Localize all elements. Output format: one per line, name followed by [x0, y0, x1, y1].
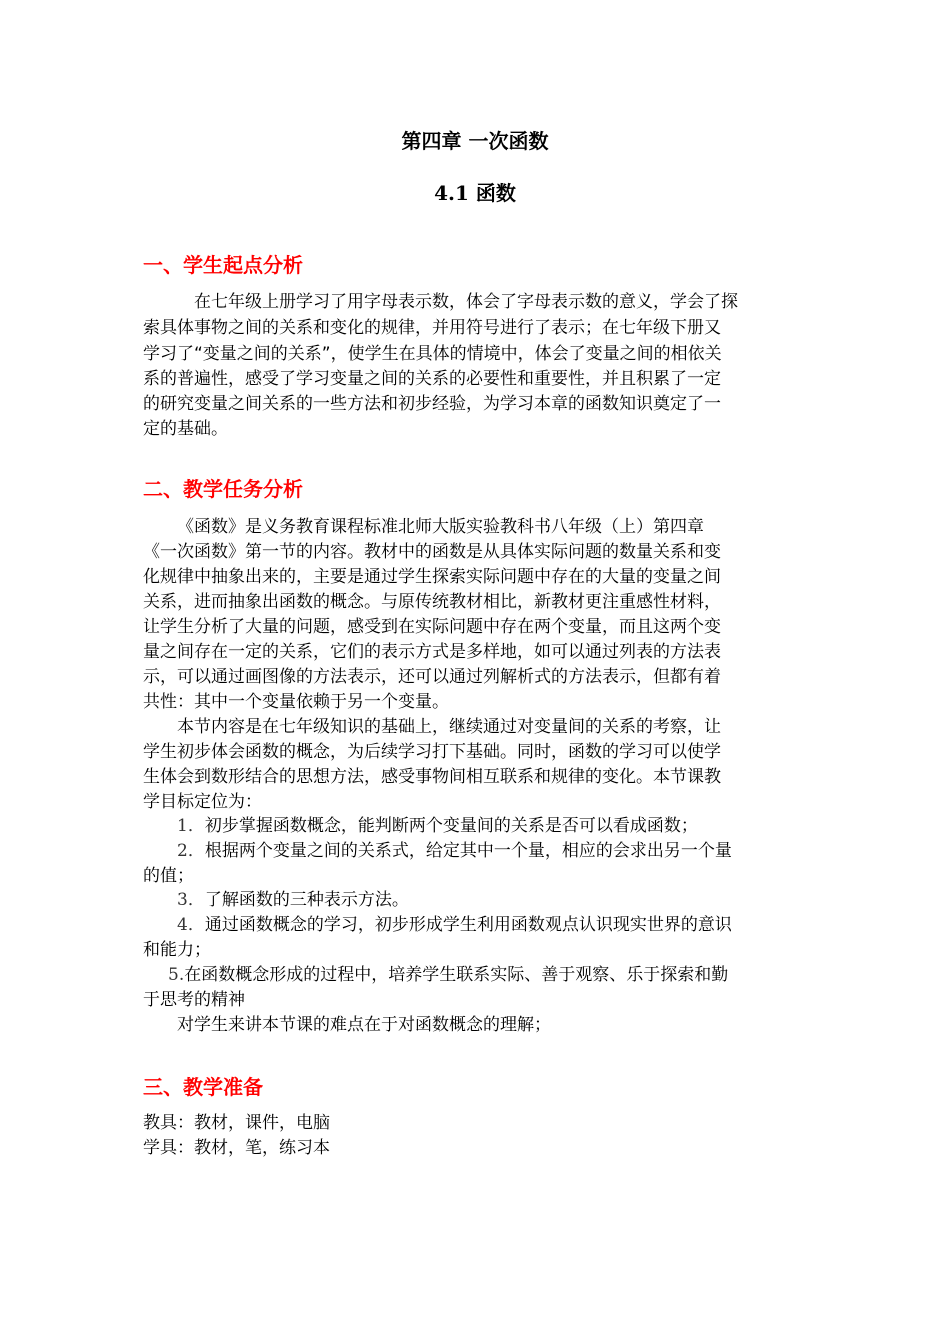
section1-heading: 一、学生起点分析 — [143, 253, 303, 277]
paragraph-line: 《一次函数》第一节的内容。教材中的函数是从具体实际问题的数量关系和变 — [143, 542, 721, 562]
paragraph-line: 学习了“变量之间的关系”，使学生在具体的情境中，体会了变量之间的相依关 — [143, 344, 722, 364]
teacher-tools: 教具：教材，课件，电脑 — [143, 1113, 330, 1133]
paragraph-line: 量之间存在一定的关系，它们的表示方式是多样地，如可以通过列表的方法表 — [143, 642, 721, 662]
goal-number: 2． — [177, 841, 205, 861]
paragraph-line: 《函数》是义务教育课程标准北师大版实验教科书八年级（上）第四章 — [177, 517, 704, 537]
goal-item — [143, 913, 808, 937]
difficulty-text: 对学生来讲本节课的难点在于对函数概念的理解； — [177, 1015, 551, 1035]
paragraph-line: 生体会到数形结合的思想方法，感受事物间相互联系和规律的变化。本节课教 — [143, 767, 721, 787]
paragraph-line: 学生初步体会函数的概念，为后续学习打下基础。同时，函数的学习可以使学 — [143, 742, 721, 762]
section3-heading: 三、教学准备 — [143, 1075, 263, 1099]
goal-continuation: 于思考的精神 — [143, 990, 245, 1010]
goal-text: 初步掌握函数概念，能判断两个变量间的关系是否可以看成函数； — [204, 816, 698, 836]
paragraph-line: 定的基础。 — [143, 419, 228, 439]
goal-text: 在函数概念形成的过程中，培养学生联系实际、善于观察、乐于探索和勤 — [184, 965, 729, 985]
goal-continuation: 和能力； — [143, 940, 211, 960]
paragraph-line: 的研究变量之间关系的一些方法和初步经验，为学习本章的函数知识奠定了一 — [143, 394, 721, 414]
paragraph-line: 共性：其中一个变量依赖于另一个变量。 — [143, 692, 449, 712]
paragraph-line: 示，可以通过画图像的方法表示，还可以通过列解析式的方法表示，但都有着 — [143, 667, 721, 687]
paragraph-line: 索具体事物之间的关系和变化的规律，并用符号进行了表示；在七年级下册又 — [143, 318, 721, 338]
goal-item — [143, 839, 808, 863]
paragraph-line: 系的普遍性，感受了学习变量之间的关系的必要性和重要性，并且积累了一定 — [143, 369, 721, 389]
paragraph-line: 关系，进而抽象出函数的概念。与原传统教材相比，新教材更注重感性材料， — [143, 592, 721, 612]
goal-item — [143, 888, 808, 912]
paragraph-line: 在七年级上册学习了用字母表示数，体会了字母表示数的意义，学会了探 — [194, 292, 738, 312]
student-tools: 学具：教材，笔，练习本 — [143, 1138, 330, 1158]
goal-item — [143, 814, 808, 838]
section2-heading: 二、教学任务分析 — [143, 477, 303, 501]
chapter-title: 第四章 一次函数 — [401, 129, 549, 153]
paragraph-line: 让学生分析了大量的问题，感受到在实际问题中存在两个变量，而且这两个变 — [143, 617, 721, 637]
paragraph-line: 本节内容是在七年级知识的基础上，继续通过对变量间的关系的考察，让 — [177, 717, 721, 737]
goal-text: 根据两个变量之间的关系式，给定其中一个量，相应的会求出另一个量 — [204, 841, 732, 861]
goal-item — [143, 963, 808, 987]
goal-continuation: 的值； — [143, 866, 194, 886]
goal-number: 4． — [177, 915, 205, 935]
goal-number: 1． — [177, 816, 205, 836]
goal-text: 通过函数概念的学习，初步形成学生利用函数观点认识现实世界的意识 — [204, 915, 732, 935]
paragraph-line: 学目标定位为： — [143, 792, 262, 812]
goal-text: 了解函数的三种表示方法。 — [204, 890, 409, 910]
goal-number: 5. — [168, 965, 185, 985]
paragraph-line: 化规律中抽象出来的，主要是通过学生探索实际问题中存在的大量的变量之间 — [143, 567, 721, 587]
section-title: 4.1 函数 — [434, 181, 516, 205]
goal-number: 3． — [177, 890, 205, 910]
